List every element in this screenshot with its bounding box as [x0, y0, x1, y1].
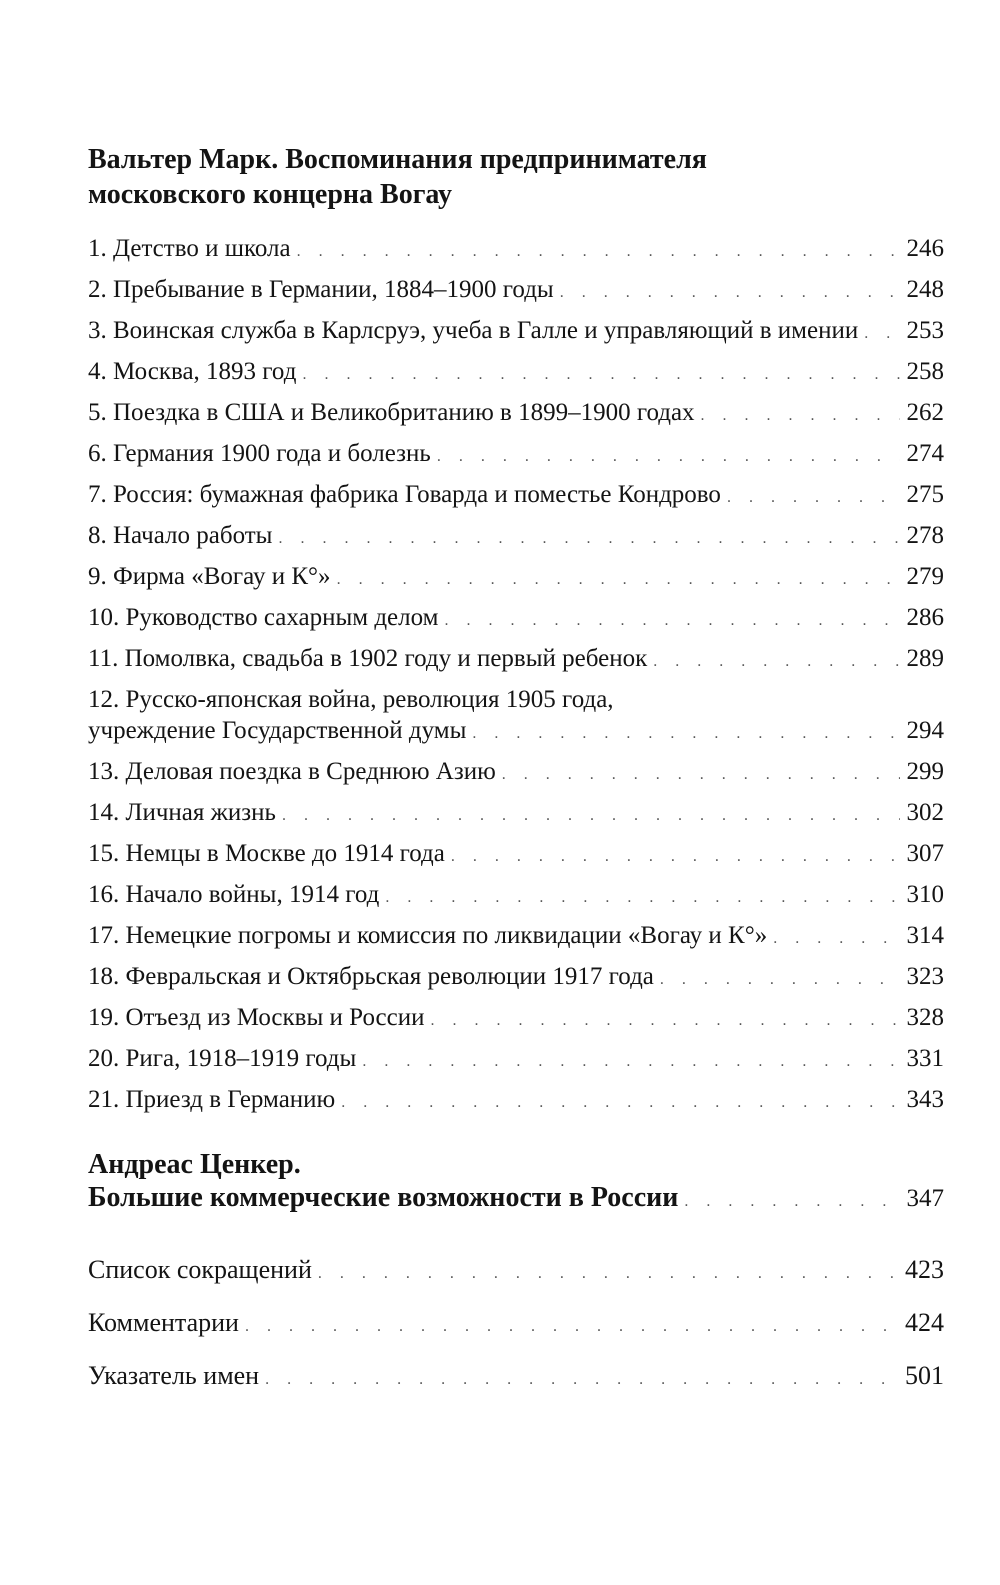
toc-entry-page: 299 [906, 758, 944, 785]
leader-dots [282, 799, 900, 833]
toc-entry-title: 14. Личная жизнь [88, 799, 276, 826]
toc-entry-page: 279 [906, 563, 944, 590]
toc-entry-title: Указатель имен [88, 1361, 260, 1390]
toc-entry-page: 323 [906, 963, 944, 990]
toc-entry-title: 2. Пребывание в Германии, 1884–1900 годы [88, 276, 554, 303]
toc-entry-title: 6. Германия 1900 года и болезнь [88, 440, 431, 467]
toc-entry-page: 307 [906, 840, 944, 867]
leader-dots [864, 317, 900, 351]
toc-entry[interactable] [88, 519, 944, 553]
toc-entry-page: 314 [906, 922, 944, 949]
toc-entry-title: 9. Фирма «Вогау и К°» [88, 563, 331, 590]
leader-dots [472, 717, 900, 751]
leader-dots [297, 235, 900, 269]
toc-entry-title: 13. Деловая поездка в Среднюю Азию [88, 758, 496, 785]
leader-dots [385, 881, 900, 915]
toc-entry-page: 289 [906, 645, 944, 672]
toc-entry-page: 310 [906, 881, 944, 908]
toc-entry[interactable] [88, 796, 944, 830]
leader-dots [701, 399, 900, 433]
toc-entry-title: 16. Начало войны, 1914 год [88, 881, 380, 908]
toc-entry-page: 328 [906, 1004, 944, 1031]
toc-entry[interactable] [88, 755, 944, 789]
toc-entry-page: 278 [906, 522, 944, 549]
toc-entry-title: 1. Детство и школа [88, 235, 291, 262]
toc-entry-page: 343 [906, 1086, 944, 1113]
leader-dots [341, 1086, 900, 1120]
toc-entry[interactable] [88, 478, 944, 512]
toc-entry-page: 248 [906, 276, 944, 303]
toc-entry[interactable] [88, 437, 944, 471]
toc-entry-page: 302 [906, 799, 944, 826]
toc-entry[interactable] [88, 314, 944, 348]
section-title-line: Андреас Ценкер. [88, 1149, 301, 1180]
toc-entry-title: 4. Москва, 1893 год [88, 358, 297, 385]
toc-entry[interactable] [88, 960, 944, 994]
toc-entry-page: 262 [906, 399, 944, 426]
toc-entry-title: 20. Рига, 1918–1919 годы [88, 1045, 357, 1072]
toc-entry-title: учреждение Государственной думы [88, 717, 467, 744]
toc-entry-title: 11. Помолвка, свадьба в 1902 году и первый ребенок [88, 645, 648, 672]
leader-dots [727, 481, 900, 515]
toc-entry[interactable] [88, 273, 944, 307]
leader-dots [265, 1363, 899, 1397]
toc-entry-page: 424 [905, 1308, 944, 1337]
leader-dots [337, 563, 900, 597]
toc-entry-page: 501 [905, 1361, 944, 1390]
leader-dots [278, 522, 900, 556]
toc-entry[interactable] [88, 1083, 944, 1117]
toc-entry-page: 258 [906, 358, 944, 385]
toc-entry-title: 3. Воинская служба в Карлсруэ, учеба в Галле и управляющий в имении [88, 317, 859, 344]
section-title-zenker [88, 1147, 948, 1182]
leader-dots [451, 840, 900, 874]
leader-dots [773, 922, 900, 956]
leader-dots [653, 645, 900, 679]
toc-entry-title: Большие коммерческие возможности в России [88, 1182, 679, 1213]
toc-entry-page: 347 [906, 1185, 944, 1212]
toc-entry[interactable] [88, 1042, 944, 1076]
section-title-line: Вальтер Марк. Воспоминания предпринимателя [88, 144, 707, 175]
toc-entry-page: 275 [906, 481, 944, 508]
toc-entry-page: 274 [906, 440, 944, 467]
toc-entry[interactable] [88, 601, 944, 635]
leader-dots [444, 604, 900, 638]
toc-entry-appendix[interactable] [88, 1253, 944, 1287]
toc-entry[interactable] [88, 1001, 944, 1035]
toc-entry-appendix[interactable] [88, 1359, 944, 1393]
toc-entry-page: 286 [906, 604, 944, 631]
toc-entry-title: 15. Немцы в Москве до 1914 года [88, 840, 445, 867]
toc-entry-title: 5. Поездка в США и Великобританию в 1899–1900 годах [88, 399, 695, 426]
toc-entry-page: 246 [906, 235, 944, 262]
toc-entry[interactable] [88, 714, 944, 748]
toc-entry[interactable] [88, 560, 944, 594]
toc-entry-appendix[interactable] [88, 1306, 944, 1340]
leader-dots [302, 358, 900, 392]
toc-entry-title: 19. Отъезд из Москвы и России [88, 1004, 425, 1031]
toc-entry-page: 423 [905, 1255, 944, 1284]
leader-dots [684, 1184, 900, 1220]
toc-entry-title: 18. Февральская и Октябрьская революции 1917 года [88, 963, 654, 990]
leader-dots [431, 1004, 900, 1038]
leader-dots [362, 1045, 900, 1079]
toc-entry-zenker[interactable] [88, 1180, 944, 1216]
toc-entry-title: 8. Начало работы [88, 522, 273, 549]
toc-entry[interactable] [88, 919, 944, 953]
toc-entry[interactable] [88, 878, 944, 912]
toc-entry-page: 253 [906, 317, 944, 344]
toc-entry[interactable] [88, 837, 944, 871]
toc-entry-title: 21. Приезд в Германию [88, 1086, 336, 1113]
section-title-memoirs [88, 142, 948, 212]
leader-dots [318, 1257, 899, 1291]
toc-entry-title: 17. Немецкие погромы и комиссия по ликвидации «Вогау и К°» [88, 922, 768, 949]
toc-entry-title: Список сокращений [88, 1255, 312, 1284]
toc-entry-page: 294 [906, 717, 944, 744]
leader-dots [560, 276, 900, 310]
leader-dots [245, 1310, 899, 1344]
section-title-line: московского концерна Вогау [88, 179, 452, 210]
leader-dots [660, 963, 900, 997]
toc-entry[interactable] [88, 355, 944, 389]
toc-entry-title-line1: 12. Русско-японская война, революция 1905 года, [88, 686, 614, 713]
toc-entry[interactable] [88, 642, 944, 676]
toc-entry[interactable] [88, 396, 944, 430]
toc-entry-title: 10. Руководство сахарным делом [88, 604, 439, 631]
toc-entry-title: Комментарии [88, 1308, 239, 1337]
toc-entry[interactable] [88, 232, 944, 266]
leader-dots [437, 440, 900, 474]
toc-entry-page: 331 [906, 1045, 944, 1072]
toc-entry-title: 7. Россия: бумажная фабрика Говарда и поместье Кондрово [88, 481, 721, 508]
leader-dots [502, 758, 900, 792]
